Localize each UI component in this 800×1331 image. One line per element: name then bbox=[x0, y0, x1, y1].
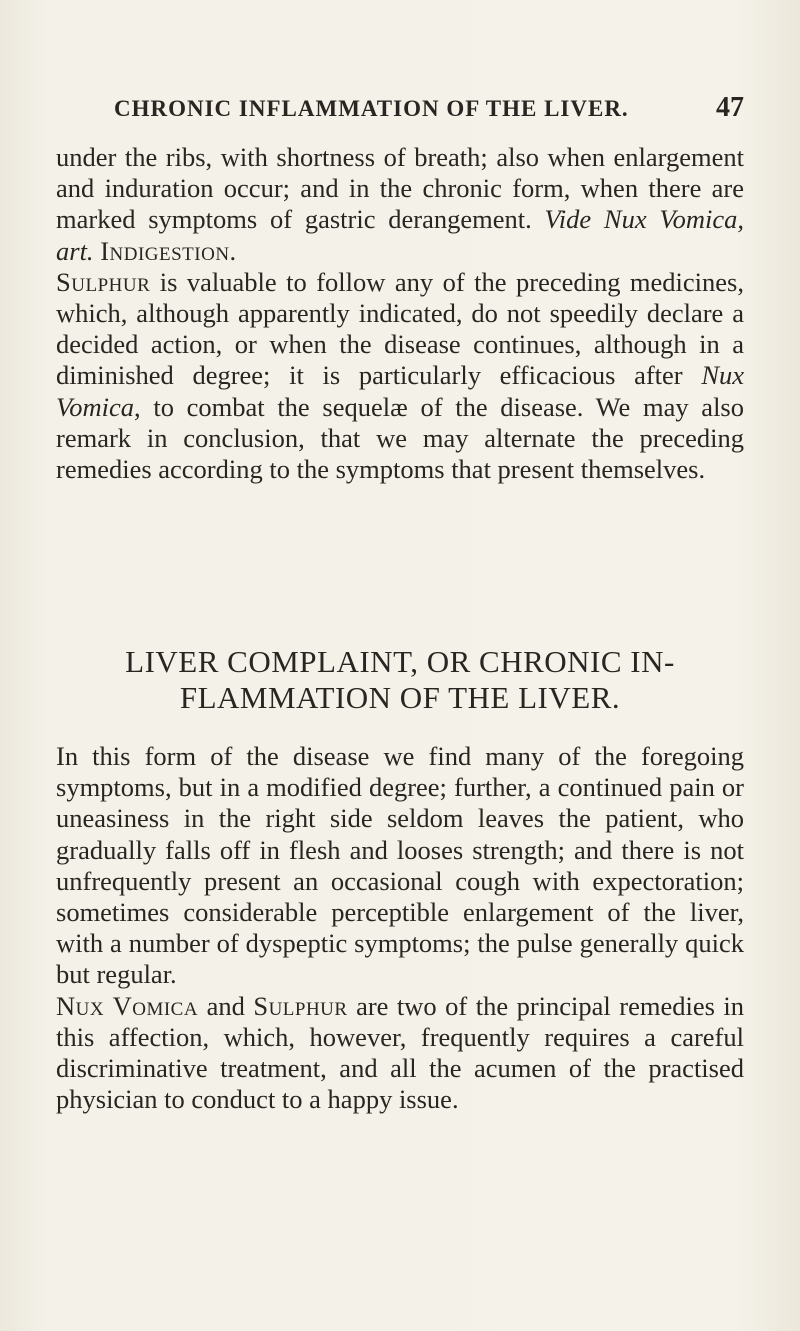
page-header bbox=[60, 92, 744, 124]
page-number: 47 bbox=[716, 92, 744, 123]
paragraph-text: are two of the principal remedies in this affection, which, however, frequently requires a careful discriminative treatment, and all the acumen of the practised physician to conduct to a happy issue. bbox=[56, 990, 745, 1115]
cross-reference-italic: Vide Nux Vomica, art. bbox=[56, 204, 744, 266]
section-heading-line: LIVER COMPLAINT, OR CHRONIC IN- bbox=[125, 644, 675, 679]
remedy-name: Sulphur bbox=[56, 266, 151, 297]
remedy-name-italic: Nux Vomica bbox=[56, 360, 744, 422]
paragraph-remedies bbox=[56, 991, 744, 1116]
conjunction-text: and bbox=[198, 990, 254, 1021]
paragraph-text: In this form of the disease we find many of the foregoing symptoms, but in a modified degree; further, a continued pain or uneasiness in the right side seldom leaves the patient, who gradually falls off in flesh and looses strength; and there is not unfrequently present an occasional cough with expectoration; sometimes considerable perceptible enlargement of the liver, with a number of dyspeptic symptoms; the pulse generally quick but regular. bbox=[56, 741, 744, 990]
paragraph-text: under the ribs, with shortness of breath; also when enlargement and induration occur; and in the chronic form, when there are marked symptoms of gastric derangement. bbox=[56, 142, 744, 235]
cross-reference-article: Indigestion. bbox=[100, 235, 237, 266]
text-block-lower bbox=[56, 741, 744, 1115]
text-block-upper bbox=[56, 142, 744, 485]
paragraph-text: is valuable to follow any of the preceding medicines, which, although apparently indicated, do not speedily declare a decided action, or when the disease continues, although in a diminished degree; it is particularly efficacious after bbox=[56, 266, 744, 391]
paragraph-text: , to combat the sequelæ of the disease. We may also remark in conclusion, that we may alternate the preceding remedies according to the symptoms that present themselves. bbox=[56, 391, 744, 485]
paragraph-symptoms bbox=[56, 741, 744, 991]
paragraph-sulphur bbox=[56, 267, 744, 485]
section-heading-line: FLAMMATION OF THE LIVER. bbox=[179, 680, 621, 715]
section-heading bbox=[56, 644, 744, 716]
paragraph-indigestion-reference bbox=[56, 142, 744, 267]
remedy-name: Nux Vomica bbox=[56, 990, 199, 1021]
running-head: CHRONIC INFLAMMATION OF THE LIVER. bbox=[114, 96, 629, 121]
remedy-name: Sulphur bbox=[253, 990, 348, 1021]
